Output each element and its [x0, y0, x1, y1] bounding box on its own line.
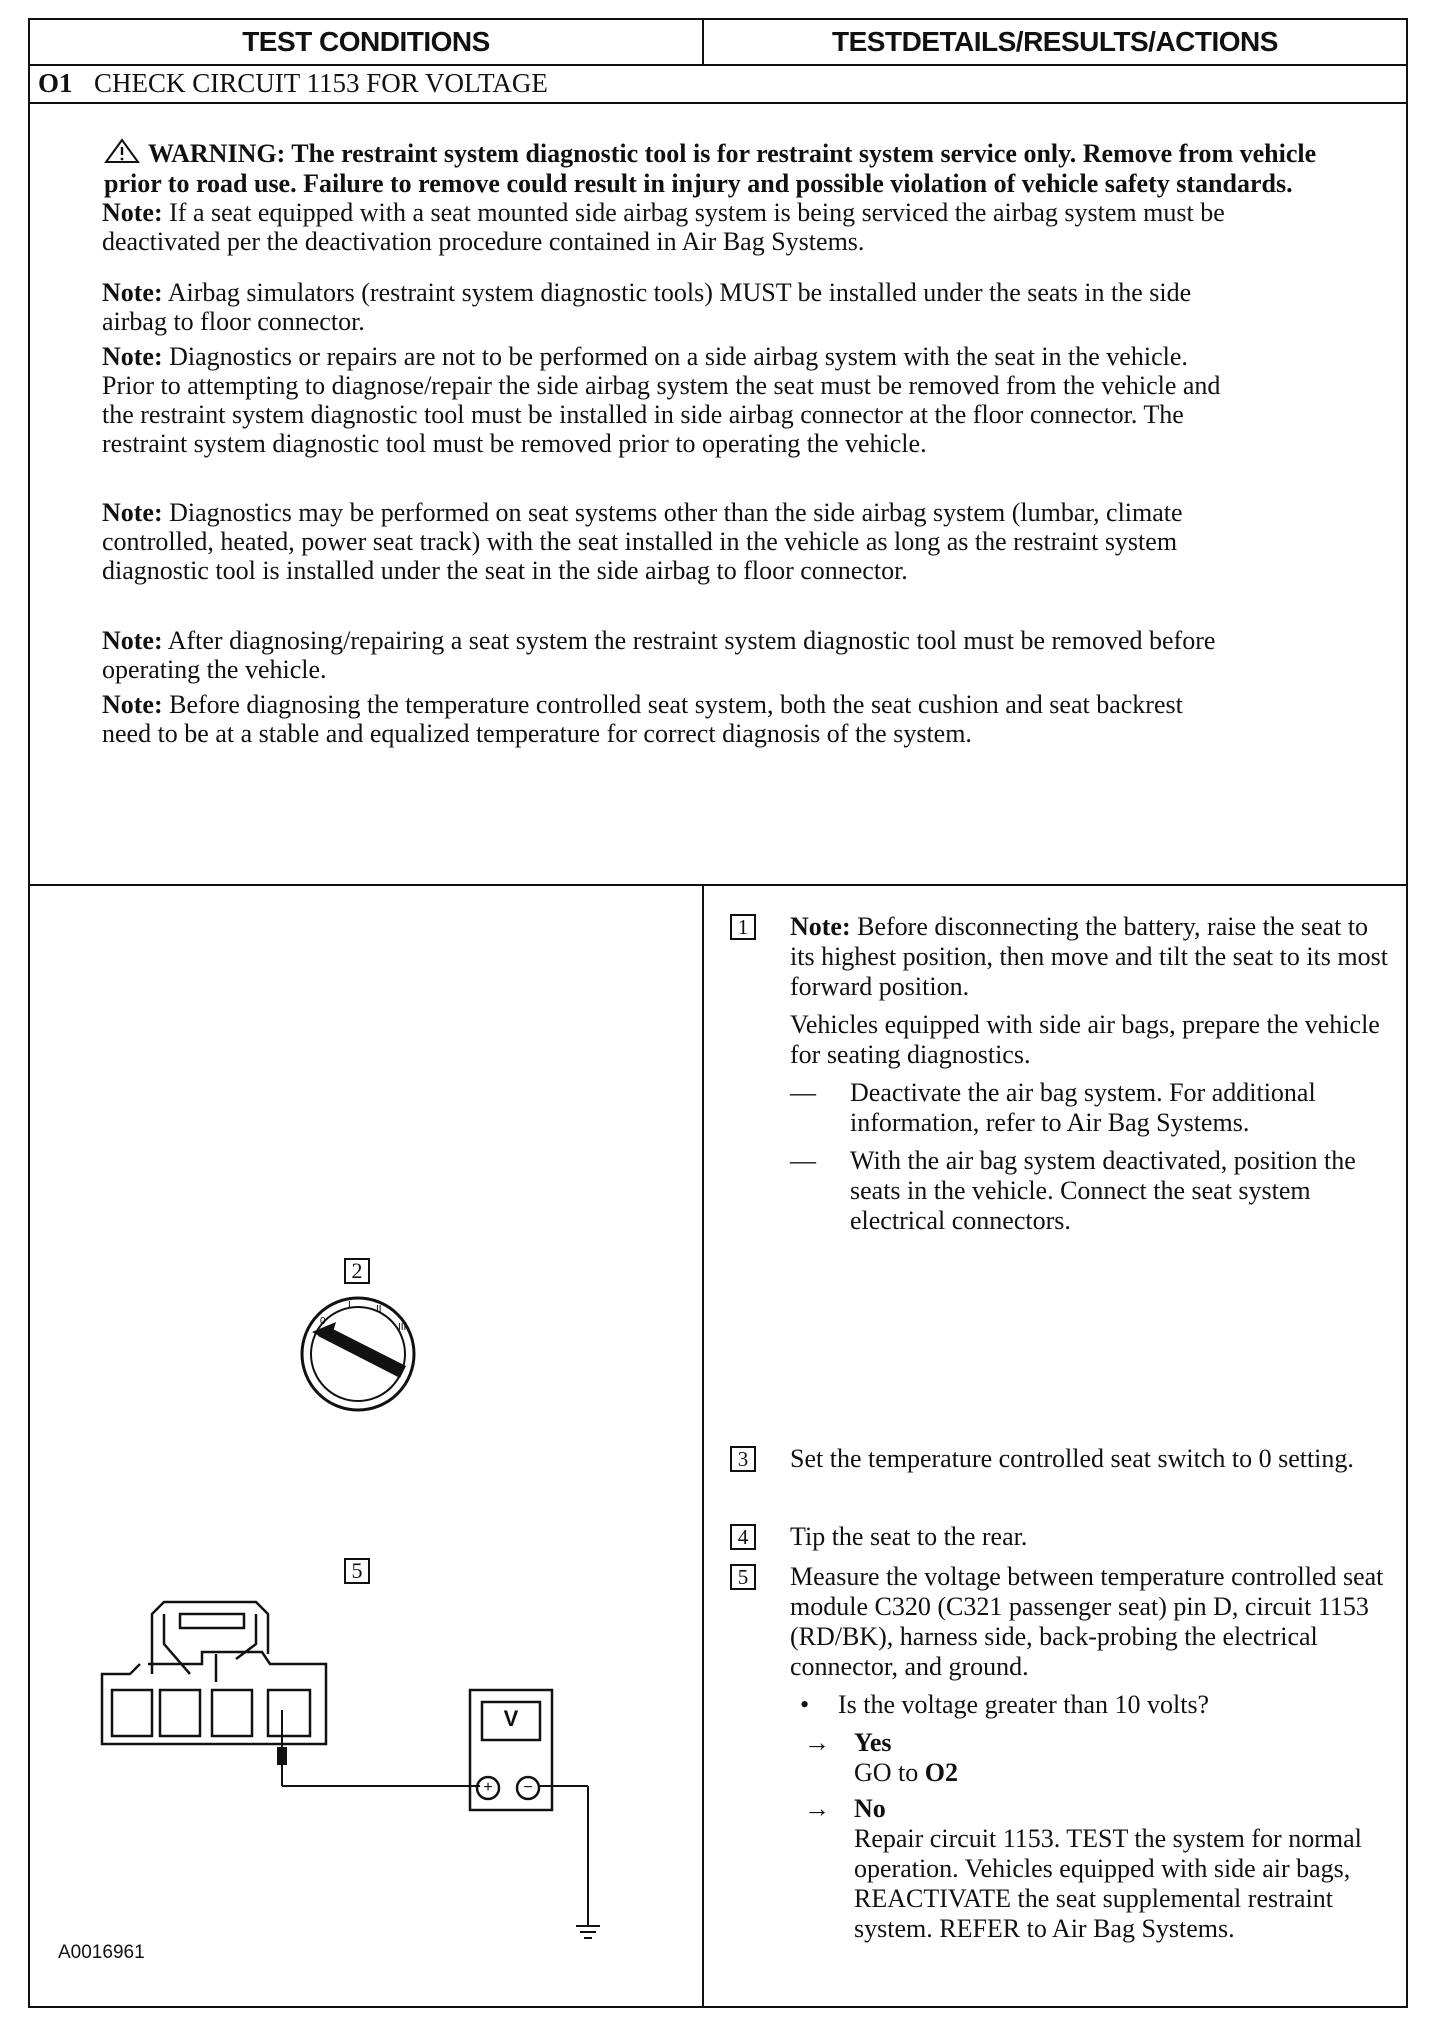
step-5-question: • Is the voltage greater than 10 volts?	[800, 1690, 1210, 1719]
result-yes-target[interactable]: O2	[924, 1758, 959, 1787]
note-text: After diagnosing/repairing a seat system the restraint system diagnostic tool must be removed before operating the vehicle.	[102, 626, 1216, 684]
step-1-dash-item: — With the air bag system deactivated, position the seats in the vehicle. Connect the seat system electrical connectors.	[790, 1146, 1356, 1235]
notes-section	[30, 102, 1406, 886]
step-number-box: 3	[730, 1446, 756, 1472]
voltmeter-minus-terminal: −	[523, 1779, 533, 1796]
note-text: Diagnostics may be performed on seat systems other than the side airbag system (lumbar, climate controlled, heated, power seat track) with the seat installed in the vehicle as long as the restraint system diagnostic tool is installed under the seat in the side airbag to floor connector.	[102, 498, 1183, 585]
result-no-text: Repair circuit 1153. TEST the system for normal operation. Vehicles equipped with side air bags, REACTIVATE the seat supplemental restraint system. REFER to Air Bag Systems.	[854, 1824, 1362, 1943]
step-5-text: Measure the voltage between temperature controlled seat module C320 (C321 passenger seat) pin D, circuit 1153 (RD/BK), harness side, back-probing the electrical connector, and ground.	[790, 1562, 1384, 1681]
result-no	[790, 1794, 1390, 1944]
table-header	[30, 20, 1406, 66]
dash-marker: —	[790, 1078, 816, 1107]
test-step-row	[30, 64, 1406, 104]
header-test-conditions: TEST CONDITIONS	[30, 20, 704, 64]
result-no-label: No	[854, 1794, 886, 1823]
result-yes-label: Yes	[854, 1728, 892, 1757]
note-text: Before diagnosing the temperature controlled seat system, both the seat cushion and seat backrest need to be at a stable and equalized temperature for correct diagnosis of the system.	[102, 690, 1183, 748]
svg-text:III: III	[398, 1322, 407, 1333]
illustration-drawing	[30, 884, 702, 2008]
warning-text: WARNING: The restraint system diagnostic tool is for restraint system service only. Remove from vehicle prior to road use. Failure to remove could result in injury and possible violation of vehicle safety standards.	[104, 139, 1317, 198]
test-step-number: O1	[38, 68, 73, 98]
voltmeter-plus-terminal: +	[483, 1779, 493, 1796]
step-3-text: Set the temperature controlled seat switch to 0 setting.	[790, 1444, 1354, 1473]
note-text: Diagnostics or repairs are not to be performed on a side airbag system with the seat in the vehicle. Prior to attempting to diagnose/repair the side airbag system the seat must be removed from the vehicle and the restraint system diagnostic tool must be installed in side airbag connector at the floor connector. The restraint system diagnostic tool must be removed prior to operating the vehicle.	[102, 342, 1221, 458]
arrow-right-icon: →	[804, 1794, 830, 1823]
note-label: Note:	[102, 278, 163, 307]
note-label: Note:	[102, 690, 163, 719]
diagnostic-page	[28, 18, 1408, 2008]
step-4-text: Tip the seat to the rear.	[790, 1522, 1028, 1551]
note-text: If a seat equipped with a seat mounted side airbag system is being serviced the airbag system must be deactivated per the deactivation procedure contained in Air Bag Systems.	[102, 198, 1225, 256]
note-label: Note:	[102, 498, 163, 527]
result-yes-prefix: GO to	[854, 1758, 925, 1787]
figure-id: A0016961	[58, 1942, 145, 1963]
note-label: Note:	[102, 626, 163, 655]
step-1-note	[790, 912, 1390, 1002]
note-label: Note:	[102, 342, 163, 371]
note-4	[102, 498, 1232, 585]
note-3	[102, 342, 1232, 458]
connector-c320-icon	[102, 1602, 326, 1744]
note-1	[102, 198, 1232, 256]
dash-marker: —	[790, 1146, 816, 1175]
note-2	[102, 278, 1232, 336]
test-lead-wiring	[278, 1710, 588, 1926]
callout-5: 5	[344, 1558, 370, 1584]
header-test-details: TESTDETAILS/RESULTS/ACTIONS	[832, 26, 1278, 57]
arrow-right-icon: →	[804, 1728, 830, 1757]
voltmeter-label: V	[503, 1706, 519, 1731]
step-number-box: 5	[730, 1564, 756, 1590]
bullet-marker: •	[800, 1690, 810, 1719]
step-number-box: 1	[730, 914, 756, 940]
step-1-intro: Vehicles equipped with side air bags, prepare the vehicle for seating diagnostics.	[790, 1010, 1380, 1069]
note-label: Note:	[102, 198, 163, 227]
note-label: Note:	[790, 912, 851, 941]
note-text: Before disconnecting the battery, raise the seat to its highest position, then move and tilt the seat to its most forward position.	[790, 912, 1388, 1001]
note-6	[102, 690, 1232, 748]
column-divider	[702, 884, 704, 2008]
warning-block	[104, 138, 1334, 199]
step-number-box: 4	[730, 1524, 756, 1550]
note-text: Airbag simulators (restraint system diagnostic tools) MUST be installed under the seats in the side airbag to floor connector.	[102, 278, 1192, 336]
note-5	[102, 626, 1232, 684]
test-step-title: CHECK CIRCUIT 1153 FOR VOLTAGE	[94, 68, 548, 98]
result-yes	[790, 1728, 1390, 1788]
callout-2: 2	[344, 1258, 370, 1284]
ignition-switch-icon	[302, 1298, 414, 1410]
ground-icon	[576, 1926, 600, 1938]
illustration-panel	[30, 884, 702, 2008]
procedure-section	[30, 884, 1406, 2008]
svg-text:I: I	[348, 1300, 351, 1311]
svg-text:0: 0	[320, 1316, 326, 1327]
svg-text:II: II	[376, 1304, 382, 1315]
warning-triangle-icon	[104, 138, 140, 164]
step-1-dash-item: — Deactivate the air bag system. For additional information, refer to Air Bag Systems.	[790, 1078, 1316, 1137]
